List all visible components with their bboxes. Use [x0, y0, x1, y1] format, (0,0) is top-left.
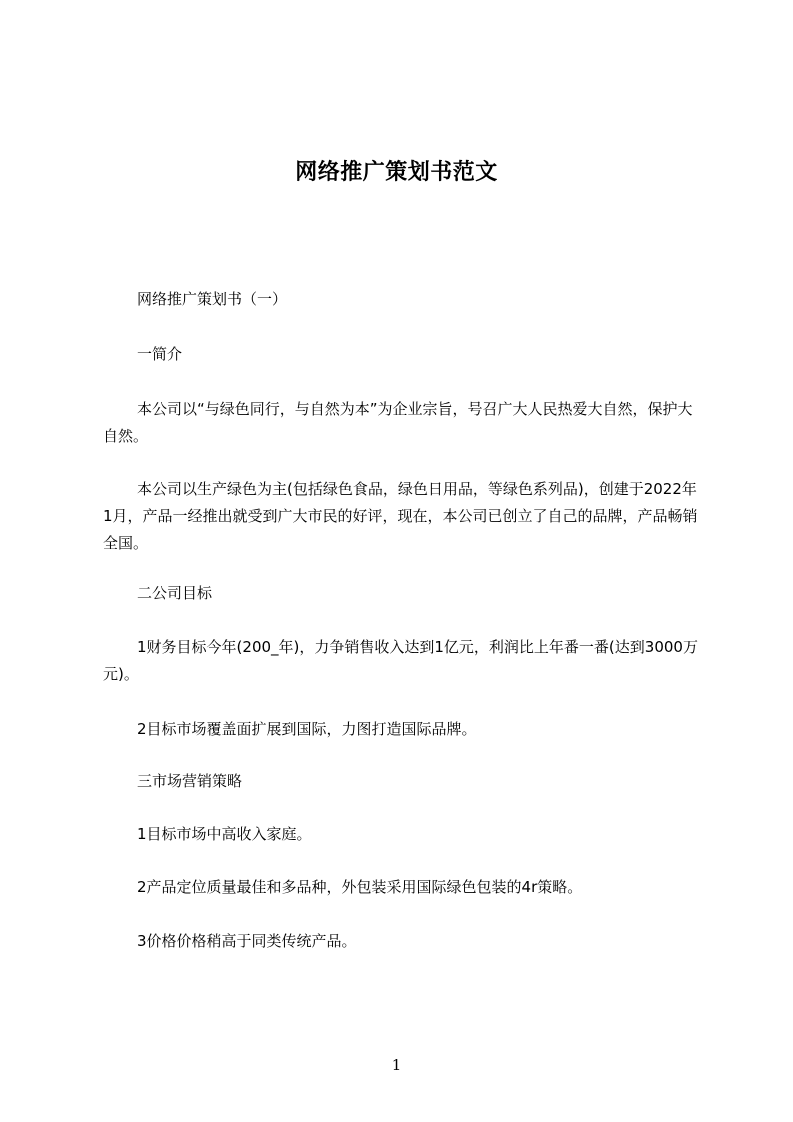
page-number: 1 [391, 1056, 402, 1074]
paragraph-company-background: 本公司以生产绿色为主(包括绿色食品，绿色日用品，等绿色系列品)，创建于2022年1月，产品一经推出就受到广大市民的好评，现在，本公司已创立了自己的品牌，产品畅销全国。 [103, 480, 698, 552]
paragraph-financial-goal: 1财务目标今年(200_年)，力争销售收入达到1亿元，利润比上年番一番(达到3000万元)。 [103, 638, 698, 683]
section-heading-intro: 一简介 [137, 345, 183, 363]
document-title: 网络推广策划书范文 [295, 159, 498, 185]
paragraph-product-positioning: 2产品定位质量最佳和多品种，外包装采用国际绿色包装的4r策略。 [137, 878, 583, 896]
section-heading-goals: 二公司目标 [137, 584, 213, 602]
section-heading-plan-one: 网络推广策划书（一） [137, 290, 288, 308]
paragraph-market-goal: 2目标市场覆盖面扩展到国际，力图打造国际品牌。 [137, 720, 477, 738]
paragraph-company-mission: 本公司以“与绿色同行，与自然为本”为企业宗旨，号召广大人民热爱大自然，保护大自然。 [103, 400, 693, 445]
paragraph-pricing: 3价格价格稍高于同类传统产品。 [137, 932, 357, 950]
section-heading-marketing-strategy: 三市场营销策略 [137, 772, 243, 790]
paragraph-target-market: 1目标市场中高收入家庭。 [137, 825, 312, 843]
